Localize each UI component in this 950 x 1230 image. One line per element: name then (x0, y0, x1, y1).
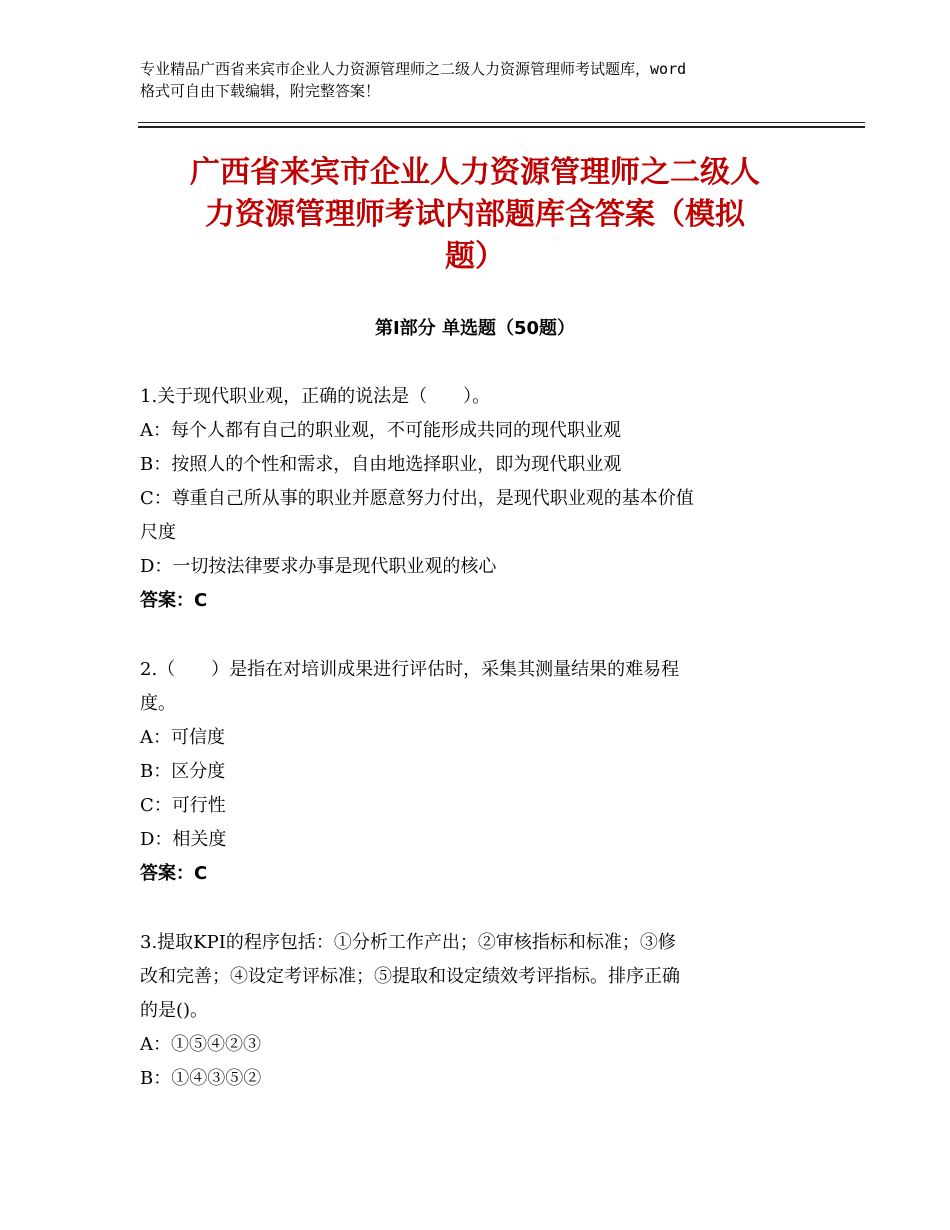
option-b: B：①④③⑤② (140, 1068, 262, 1089)
header-note-line: 格式可自由下载编辑，附完整答案！ (140, 82, 381, 100)
question-stem-continued: 改和完善；④设定考评标准；⑤提取和设定绩效考评指标。排序正确 (140, 966, 680, 987)
option-b: B：按照人的个性和需求，自由地选择职业，即为现代职业观 (140, 454, 622, 475)
option-a: A：每个人都有自己的职业观，不可能形成共同的现代职业观 (140, 420, 621, 441)
section-heading: 第Ⅰ部分 单选题（50题） (374, 318, 575, 339)
option-b: B：区分度 (140, 761, 226, 782)
option-c: C：可行性 (140, 795, 226, 816)
question-stem: 3.提取KPI的程序包括：①分析工作产出；②审核指标和标准；③修 (140, 932, 676, 953)
header-note (140, 58, 840, 102)
answer: 答案：C (140, 863, 208, 884)
answer: 答案：C (140, 590, 208, 611)
option-c-continued: 尺度 (140, 522, 176, 543)
option-a: A：①⑤④②③ (140, 1034, 261, 1055)
title-line: 力资源管理师考试内部题库含答案（模拟 (205, 197, 745, 232)
question-stem-continued: 度。 (140, 693, 176, 714)
document-title (120, 152, 830, 278)
title-line: 题） (445, 239, 505, 274)
question-3 (140, 926, 820, 1096)
option-d: D：一切按法律要求办事是现代职业观的核心 (140, 556, 497, 577)
header-note-line: 专业精品广西省来宾市企业人力资源管理师之二级人力资源管理师考试题库，word (140, 60, 687, 78)
question-stem-continued: 的是()。 (140, 1000, 209, 1021)
question-1 (140, 380, 820, 618)
question-stem: 2.（ ）是指在对培训成果进行评估时，采集其测量结果的难易程 (140, 659, 680, 680)
question-stem: 1.关于现代职业观，正确的说法是（ ）。 (140, 386, 491, 407)
option-c: C：尊重自己所从事的职业并愿意努力付出，是现代职业观的基本价值 (140, 488, 694, 509)
option-d: D：相关度 (140, 829, 227, 850)
option-a: A：可信度 (140, 727, 225, 748)
header-divider (138, 126, 865, 128)
title-line: 广西省来宾市企业人力资源管理师之二级人 (190, 155, 760, 190)
question-2 (140, 653, 820, 891)
header-divider (138, 122, 865, 123)
